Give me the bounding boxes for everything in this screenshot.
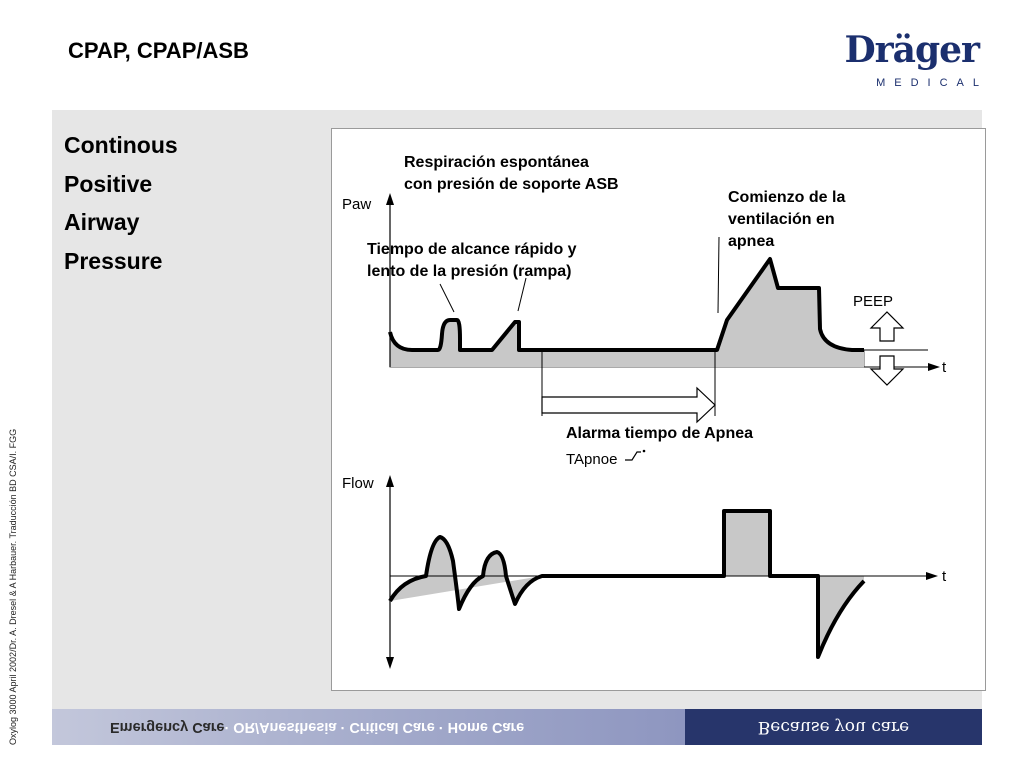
logo-wordmark: Dräger	[844, 29, 979, 71]
waveform-svg	[332, 129, 987, 692]
heading-line: Positive	[64, 170, 153, 197]
flow-y-axis-arrow-down-icon	[386, 657, 394, 669]
apnea-start-line2: ventilación en	[728, 211, 835, 228]
cpap-heading	[64, 126, 178, 280]
rise-time-line2: lento de la presión (rampa)	[367, 263, 572, 280]
rise-pointer-fast	[440, 284, 454, 312]
footer-slogan	[685, 709, 982, 745]
paw-y-axis-arrow-icon	[386, 193, 394, 205]
asb-label-line1: Respiración espontánea	[404, 154, 589, 171]
peep-label: PEEP	[853, 293, 894, 310]
tapnoe-dot-icon	[643, 450, 646, 453]
asb-label-line2: con presión de soporte ASB	[404, 176, 619, 193]
flow-fill-inspiration	[724, 511, 770, 576]
footer-slogan-text: Because you care	[757, 717, 910, 737]
logo-subtitle: MEDICAL	[876, 77, 988, 89]
slide-title: CPAP, CPAP/ASB	[68, 38, 249, 63]
flow-curve	[390, 511, 864, 657]
paw-t-label: t	[942, 359, 947, 376]
cpap-waveform-diagram	[331, 128, 986, 691]
flow-t-axis-arrow-icon	[926, 572, 938, 580]
heading-line: Continous	[64, 132, 178, 158]
paw-axis-label: Paw	[342, 196, 372, 213]
footer-business-areas	[52, 709, 685, 745]
apnea-time-arrow-icon	[542, 388, 715, 422]
apnea-start-line1: Comienzo de la	[728, 189, 846, 206]
apnea-alarm-label: Alarma tiempo de Apnea	[566, 425, 754, 442]
drager-logo	[844, 29, 988, 96]
rise-time-line1: Tiempo de alcance rápido y	[367, 241, 577, 258]
flow-axis-label: Flow	[342, 475, 374, 492]
apnea-start-line3: apnea	[728, 233, 775, 250]
footer-emergency-care: Emergency Care	[110, 719, 225, 735]
apnea-start-pointer	[718, 237, 719, 313]
peep-down-arrow-icon	[871, 356, 903, 385]
heading-line: Pressure	[64, 247, 163, 274]
peep-up-arrow-icon	[871, 312, 903, 341]
rise-pointer-slow	[518, 278, 526, 311]
tapnoe-setting-icon	[625, 452, 641, 460]
paw-t-axis-arrow-icon	[928, 363, 940, 371]
heading-line: Airway	[64, 209, 140, 235]
side-credit: Oxylog 3000 April 2002/Dr. A. Dresel & A Harbauer. Traducción BD CSA/I. FGG	[8, 428, 18, 745]
flow-t-label: t	[942, 568, 947, 585]
footer-other-areas: · OR/Anesthesia · Critical Care · Home Care	[224, 719, 525, 735]
tapnoe-label: TApnoe	[566, 451, 618, 468]
flow-y-axis-arrow-up-icon	[386, 475, 394, 487]
